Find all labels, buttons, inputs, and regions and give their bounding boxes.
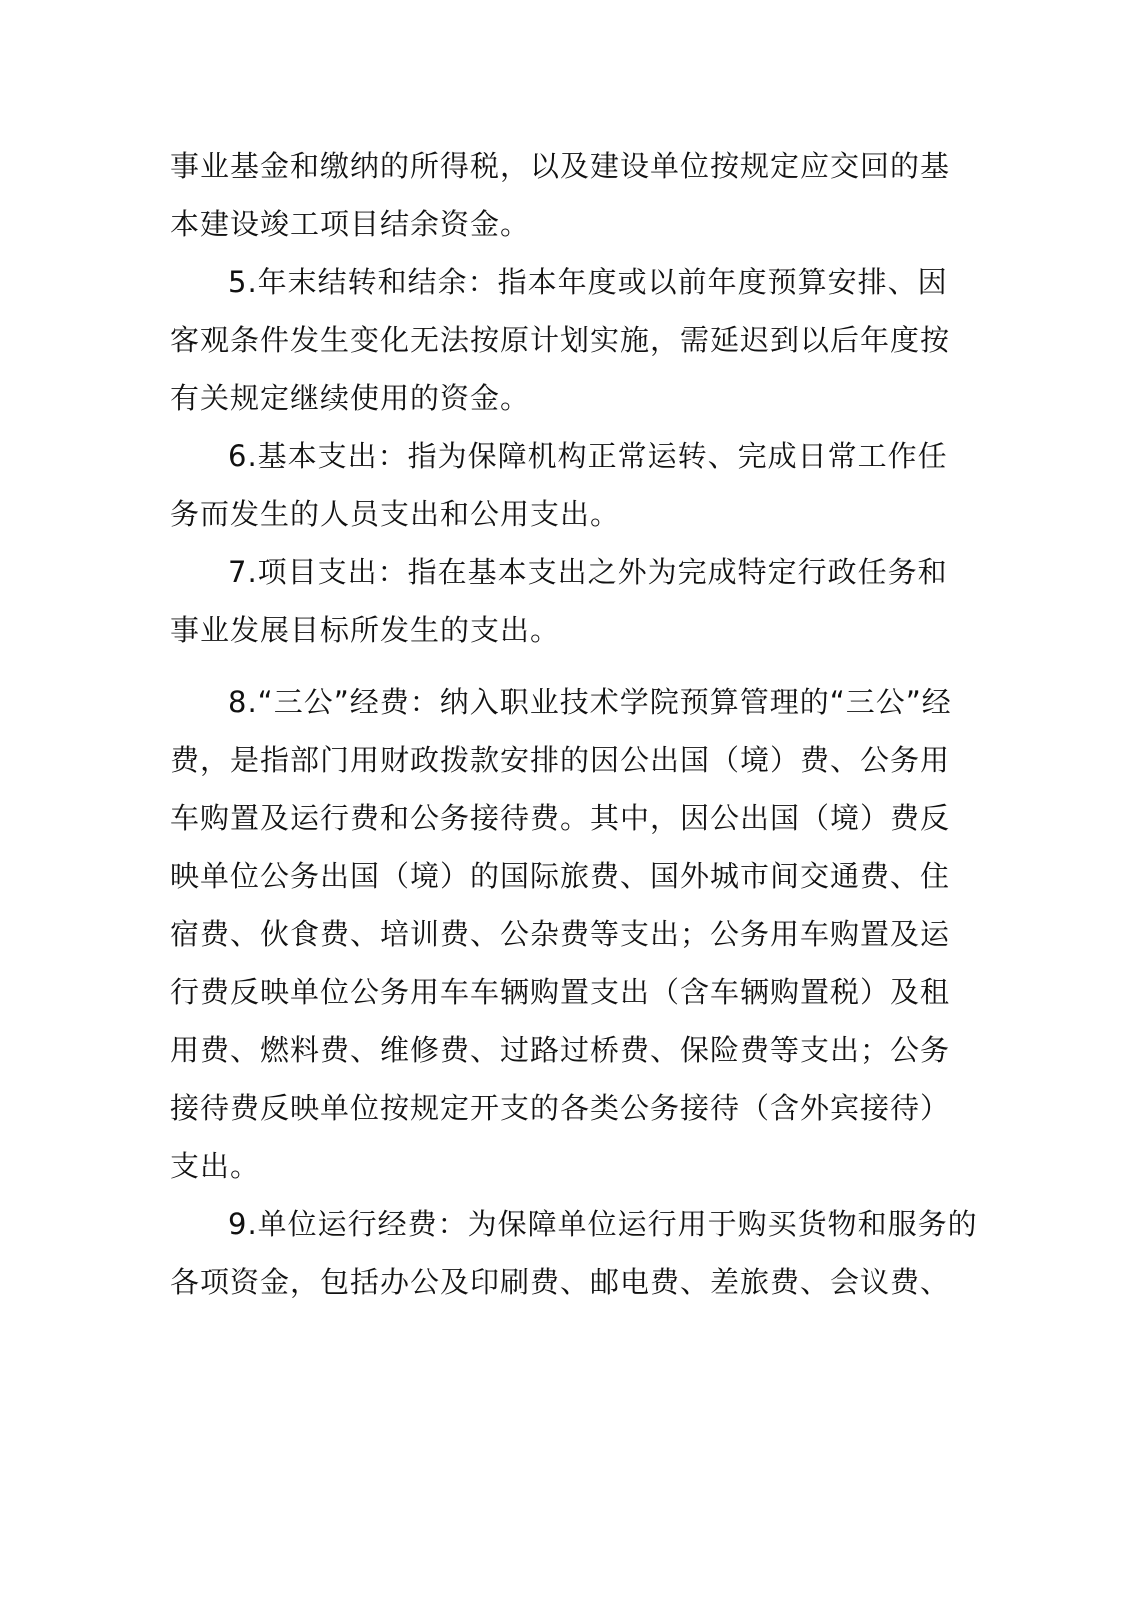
text-line: 事业发展目标所发生的支出。 bbox=[170, 613, 561, 647]
paragraph-6-start: 6.基本支出：指为保障机构正常运转、完成日常工作任 bbox=[228, 439, 948, 473]
text-line: 各项资金，包括办公及印刷费、邮电费、差旅费、会议费、 bbox=[170, 1265, 951, 1299]
text-line: 行费反映单位公务用车车辆购置支出（含车辆购置税）及租 bbox=[170, 975, 951, 1009]
text-line: 接待费反映单位按规定开支的各类公务接待（含外宾接待） bbox=[170, 1091, 951, 1125]
text-line: 费，是指部门用财政拨款安排的因公出国（境）费、公务用 bbox=[170, 743, 951, 777]
paragraph-5-start: 5.年末结转和结余：指本年度或以前年度预算安排、因 bbox=[228, 265, 948, 299]
text-line: 本建设竣工项目结余资金。 bbox=[170, 207, 531, 241]
paragraph-7-start: 7.项目支出：指在基本支出之外为完成特定行政任务和 bbox=[228, 555, 948, 589]
text-line: 务而发生的人员支出和公用支出。 bbox=[170, 497, 621, 531]
paragraph-8-start: 8.“三公”经费：纳入职业技术学院预算管理的“三公”经 bbox=[228, 685, 952, 719]
text-line: 宿费、伙食费、培训费、公杂费等支出；公务用车购置及运 bbox=[170, 917, 951, 951]
text-line: 客观条件发生变化无法按原计划实施，需延迟到以后年度按 bbox=[170, 323, 951, 357]
text-line: 用费、燃料费、维修费、过路过桥费、保险费等支出；公务 bbox=[170, 1033, 951, 1067]
text-line: 支出。 bbox=[170, 1149, 261, 1183]
text-line: 车购置及运行费和公务接待费。其中，因公出国（境）费反 bbox=[170, 801, 951, 835]
text-line: 有关规定继续使用的资金。 bbox=[170, 381, 531, 415]
text-line: 事业基金和缴纳的所得税，以及建设单位按规定应交回的基 bbox=[170, 149, 951, 183]
paragraph-9-start: 9.单位运行经费：为保障单位运行用于购买货物和服务的 bbox=[228, 1207, 978, 1241]
text-line: 映单位公务出国（境）的国际旅费、国外城市间交通费、住 bbox=[170, 859, 951, 893]
